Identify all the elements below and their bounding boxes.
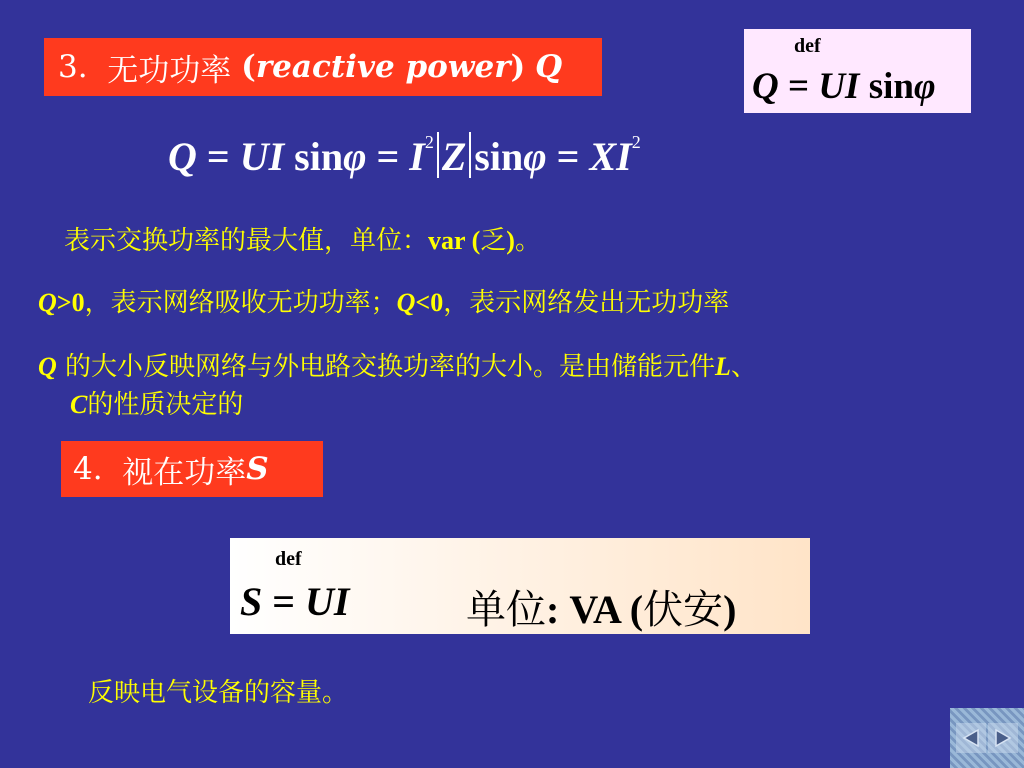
text-line-c-nature: [70, 384, 243, 421]
section-4-title-cn: 视在功率: [122, 454, 247, 491]
s-unit-close: ): [723, 587, 737, 632]
s-def-label: def: [275, 548, 302, 570]
section-3-number: 3.: [58, 49, 88, 85]
formula-sup-1: 2: [424, 132, 434, 152]
formula-eq-3: =: [546, 134, 590, 179]
text-line-capacity: [88, 672, 348, 709]
q-definition-box: [744, 29, 971, 113]
s-definition-equation: [240, 578, 350, 625]
line3-sep: 、: [730, 352, 757, 382]
def-label: def: [794, 35, 821, 57]
s-unit: [466, 578, 736, 635]
s-def-rhs: UI: [305, 579, 350, 624]
abs-bar-right: [469, 132, 471, 178]
section-4-number: 4.: [73, 451, 103, 487]
line1-unit: var (: [428, 226, 481, 255]
abs-bar-left: [437, 132, 439, 178]
formula-eq-2: =: [366, 134, 410, 179]
text-line-q-sign: [38, 282, 729, 319]
line1-end: 。: [514, 226, 541, 256]
line3-text: 的大小反映网络与外电路交换功率的大小。是由储能元件: [56, 352, 716, 382]
s-unit-label: 单位: [466, 587, 546, 633]
line2-q1: Q: [38, 288, 57, 317]
line2-text2: ，表示网络发出无功功率: [443, 288, 730, 318]
next-slide-button[interactable]: [988, 723, 1018, 753]
text-line-max-value: [64, 220, 541, 257]
formula-i: I: [409, 134, 425, 179]
line2-cond2: <0: [415, 288, 444, 317]
section-3-title-cn: 无功功率: [107, 52, 232, 89]
q-def-sin: sin: [868, 66, 914, 107]
section-3-paren-open: (: [241, 49, 256, 85]
line3-q: Q: [38, 352, 57, 381]
next-arrow-icon: [992, 727, 1014, 749]
s-def-lhs: S: [240, 579, 263, 624]
section-3-title-en: reactive power: [255, 49, 511, 85]
formula-xi: XI: [589, 134, 632, 179]
line5-text: 反映电气设备的容量。: [88, 678, 349, 708]
text-line-q-magnitude: [38, 346, 757, 383]
line4-text: 的性质决定的: [87, 390, 244, 420]
line2-cond1: >0: [56, 288, 85, 317]
formula-z: Z: [441, 134, 467, 179]
q-def-eq: =: [787, 66, 810, 107]
section-3-symbol: Q: [535, 49, 563, 85]
line2-q2: Q: [396, 288, 416, 317]
formula-ui: UI: [239, 134, 285, 179]
formula-sin-1: sin: [284, 134, 344, 179]
line1-unit-close: ): [506, 226, 515, 255]
formula-phi-1: φ: [343, 134, 367, 179]
line4-c: C: [70, 390, 88, 419]
formula-sup-2: 2: [631, 132, 641, 152]
line3-l: L: [715, 352, 731, 381]
s-definition-box: [230, 538, 810, 634]
slide-navigation: [950, 708, 1024, 768]
line1-text: 表示交换功率的最大值，单位：: [64, 226, 429, 256]
q-def-phi: φ: [913, 66, 936, 107]
formula-phi-2: φ: [523, 134, 547, 179]
line2-text1: ，表示网络吸收无功功率；: [84, 288, 397, 318]
q-definition-equation: [752, 65, 936, 108]
section-3-paren-close: ): [510, 49, 526, 85]
q-def-ui: UI: [818, 66, 860, 107]
s-def-eq: =: [262, 579, 306, 624]
q-formula: [168, 132, 641, 180]
section-4-symbol: S: [246, 451, 269, 487]
q-def-lhs: Q: [752, 66, 779, 107]
formula-q: Q: [168, 134, 197, 179]
s-unit-colon: :: [546, 587, 570, 632]
line1-unit-cn: 乏: [480, 226, 507, 256]
previous-slide-button[interactable]: [956, 723, 986, 753]
prev-arrow-icon: [960, 727, 982, 749]
s-unit-cn: 伏安: [643, 587, 724, 633]
s-unit-va: VA (: [569, 587, 644, 632]
formula-eq-1: =: [196, 134, 240, 179]
section-3-title: [44, 38, 602, 96]
formula-sin-2: sin: [474, 134, 524, 179]
section-4-title: [61, 441, 323, 497]
